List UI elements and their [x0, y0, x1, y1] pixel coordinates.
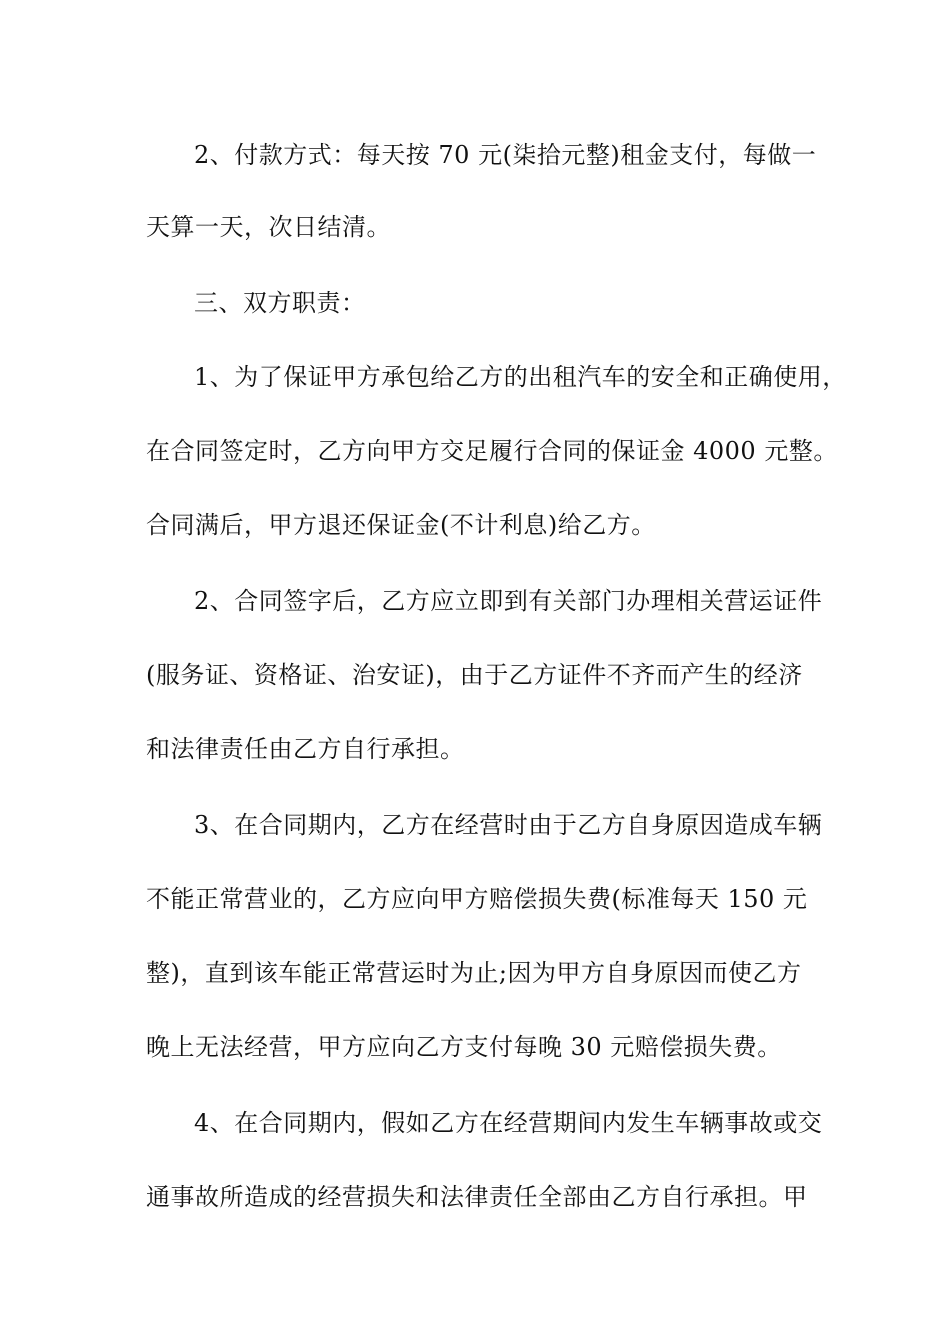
text-line: 整)，直到该车能正常营运时为止;因为甲方自身原因而使乙方: [146, 959, 802, 987]
text-line: 3、在合同期内，乙方在经营时由于乙方自身原因造成车辆: [194, 811, 823, 839]
text-line: 通事故所造成的经营损失和法律责任全部由乙方自行承担。甲: [146, 1183, 808, 1211]
text-line: 和法律责任由乙方自行承担。: [146, 735, 465, 763]
text-line: 在合同签定时，乙方向甲方交足履行合同的保证金 4000 元整。: [146, 437, 838, 465]
text-line: (服务证、资格证、治安证)，由于乙方证件不齐而产生的经济: [146, 661, 803, 689]
text-line: 天算一天，次日结清。: [146, 213, 391, 241]
text-line: 晚上无法经营，甲方应向乙方支付每晚 30 元赔偿损失费。: [146, 1033, 782, 1061]
section-heading: 三、双方职责：: [194, 289, 366, 317]
text-line: 不能正常营业的，乙方应向甲方赔偿损失费(标准每天 150 元: [146, 885, 808, 913]
text-line: 2、付款方式：每天按 70 元(柒拾元整)租金支付，每做一: [194, 141, 817, 169]
text-line: 1、为了保证甲方承包给乙方的出租汽车的安全和正确使用，: [194, 363, 847, 391]
text-line: 4、在合同期内，假如乙方在经营期间内发生车辆事故或交: [194, 1109, 823, 1137]
text-line: 2、合同签字后，乙方应立即到有关部门办理相关营运证件: [194, 587, 823, 615]
text-line: 合同满后，甲方退还保证金(不计利息)给乙方。: [146, 511, 656, 539]
